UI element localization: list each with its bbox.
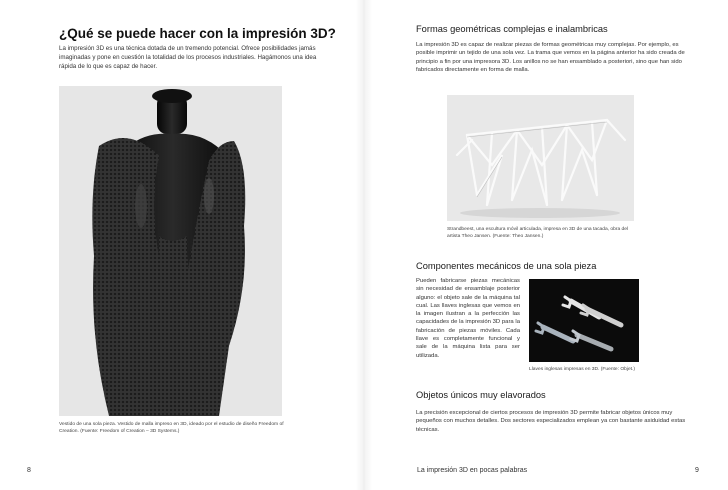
page-title: ¿Qué se puede hacer con la impresión 3D? [59, 26, 336, 41]
section-heading-mechanical: Componentes mecánicos de una sola pieza [416, 261, 597, 271]
strandbeest-photo [447, 95, 634, 221]
section-body-geometric: La impresión 3D es capaz de realizar piezas de formas geométricas muy complejas. Por ejemplo, es posible imprimir un tejido de una sola vez. La trama que vemos en la página anterior ha sido creada de principio a fin por una impresora 3D. Los anillos no se han ensamblado a posteriori, sino que han sido fabricados directamente en forma de malla. [416, 42, 685, 73]
section-body-unique-objects: La precisión excepcional de ciertos procesos de impresión 3D permite fabricar objetos únicos muy pequeños con muchos detalles. Dos sectores especializados emplean ya con bastante asiduidad estas técnicas. [416, 410, 686, 433]
page-number-right: 9 [695, 467, 699, 474]
section-heading-geometric: Formas geométricas complejas e inalambricas [416, 24, 608, 34]
intro-paragraph: La impresión 3D es una técnica dotada de un tremendo potencial. Ofrece posibilidades jamás imaginadas y pone en cuestión la totalidad de los procesos industriales. Hagámonos una idea rápida de lo que es capaz de hacer. [59, 45, 317, 70]
running-footer: La impresión 3D en pocas palabras [417, 467, 528, 474]
section-body-mechanical: Pueden fabricarse piezas mecánicas sin necesidad de ensamblaje posterior alguno: el objeto sale de la máquina tal cual. Las llaves inglesas que vemos en la imagen ilustran a la perfección las capacidades de la impresión 3D para la fabricación de piezas móviles. Cada llave es completamente funcional y sale de la máquina lista para ser utilizada. [416, 278, 520, 359]
wrenches-photo [529, 279, 639, 362]
dress-photo-caption: Vestido de una sola pieza. Vestido de malla impreso en 3D, ideado por el estudio de diseño Freedom of Creation. (Fuente: Freedom of Creation – 3D Systems.) [59, 422, 284, 434]
dress-photo [59, 86, 282, 416]
strandbeest-photo-caption: Strandbeest, una escultura móvil articulada, impresa en 3D de una tacada, obra del artista Theo Jansen. (Fuente: Theo Jansen.) [447, 227, 629, 239]
page-number-left: 8 [27, 467, 31, 474]
section-heading-unique-objects: Objetos únicos muy elavorados [416, 390, 546, 400]
right-page [364, 0, 728, 490]
wrenches-photo-caption: Llaves inglesas impresas en 3D. (Fuente: Objet.) [529, 367, 636, 372]
